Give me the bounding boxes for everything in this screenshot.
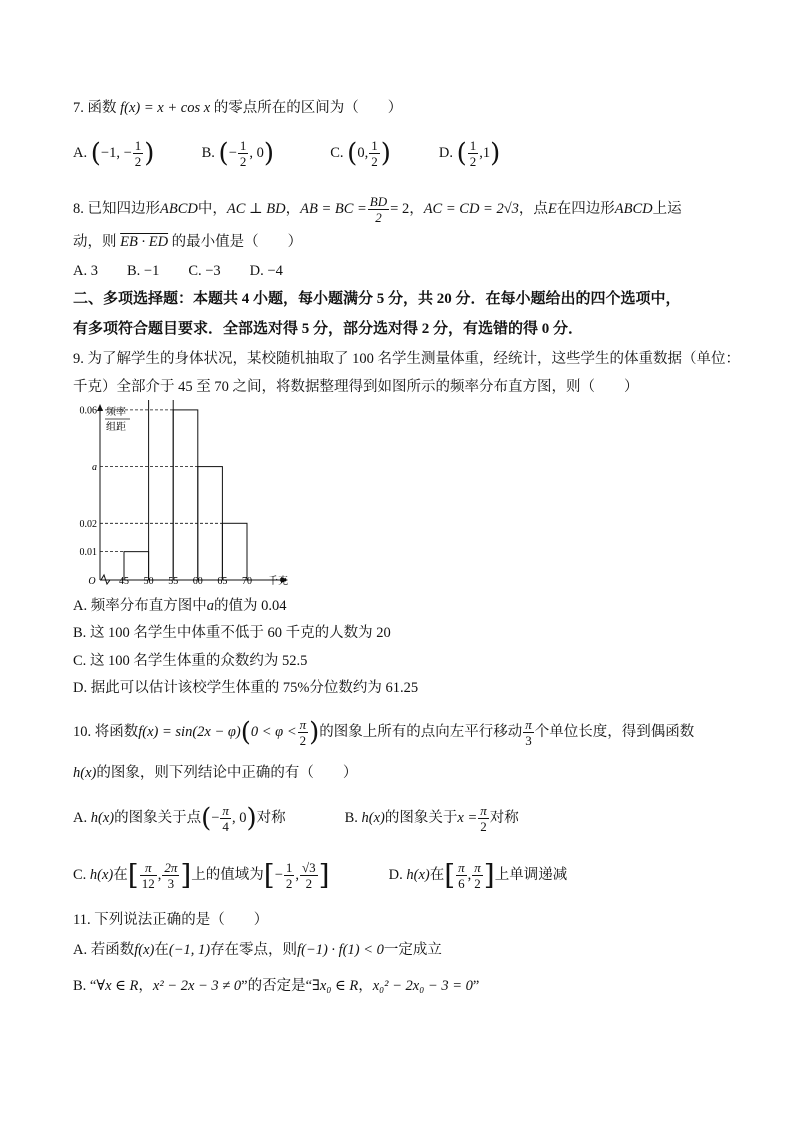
y-tick-label: 0.06: [79, 405, 97, 417]
q10-option-b: B. h(x)的图象关于x = $\frac{\pi}{2}$ 对称: [344, 803, 519, 834]
x-tick-label: 65: [217, 576, 228, 587]
q10-options-ab: [73, 803, 519, 834]
q10-options-cd: [73, 860, 567, 891]
q10-stem-line1: 10. 将函数f(x) = sin(2x − φ)(0 < φ < $\frac{\pi}{2}$ )的图象上所有的点向左平行移动 $\frac{\pi}{3}$ 个单位长度，得到偶函数: [73, 717, 695, 748]
q9-option-c: C. 这 100 名学生体重的众数约为 52.5: [73, 653, 308, 669]
q11-stem: 11. 下列说法正确的是（ ）: [73, 912, 269, 928]
q8-stem-line1: 8. 已知四边形ABCD中，AC ⊥ BD，AB = BC = $\frac{BD}{2}$ = 2，AC = CD = 2√3，点E在四边形ABCD上运: [73, 194, 682, 225]
section2-heading-line2: 有多项符合题目要求．全部选对得 5 分，部分选对得 2 分，有选错的得 0 分．: [73, 321, 584, 337]
x-axis-label: 千克: [268, 576, 288, 587]
x-tick-label: 45: [119, 576, 129, 587]
q9-stem-line1: 9. 为了解学生的身体状况，某校随机抽取了 100 名学生测量体重，经统计，这些学生的体重数据（单位：: [73, 351, 740, 367]
section2-heading-line1: 二、多项选择题：本题共 4 小题，每小题满分 5 分，共 20 分．在每小题给出的四个选项中，: [73, 291, 681, 307]
q8-stem-line2: 动，则 EB · ED 的最小值是（ ）: [73, 234, 303, 250]
x-tick-label: 70: [242, 576, 252, 587]
q7-function: f(x) = x + cos x: [120, 100, 211, 116]
q8-options: A. 3 B. −1 C. −3 D. −4: [73, 263, 283, 279]
q7-option-d: D. ( $\frac{1}{2}$ ,1): [438, 138, 501, 169]
q7-option-c: C. (0, $\frac{1}{2}$ ): [330, 138, 391, 169]
q11-option-a: A. 若函数f(x)在(−1, 1)存在零点，则f(−1) · f(1) < 0一定成立: [73, 942, 442, 958]
x-tick-labels: [119, 576, 252, 587]
q10-option-a: A. h(x)的图象关于点(− $\frac{\pi}{4}$ , 0)对称: [73, 803, 286, 834]
y-tick-label: a: [92, 462, 97, 474]
q7-options: [73, 138, 500, 169]
y-label-top: 频率: [106, 407, 126, 418]
histogram-bar: [222, 523, 247, 580]
q7-stem: [73, 98, 402, 118]
q10-stem-line2: h(x)的图象，则下列结论中正确的有（ ）: [73, 765, 358, 781]
y-tick-label: 0.02: [79, 518, 97, 530]
q10-option-c: C. h(x)在[ $\frac{\pi}{12}$ , $\frac{2\pi}{3}$ ]上的值域为[− $\frac{1}{2}$ , $\frac{√3}{2}$ ]: [73, 858, 330, 892]
histogram-bar: [149, 400, 174, 580]
y-label-bottom: 组距: [106, 422, 126, 433]
y-tick-labels: [80, 400, 98, 558]
q9-stem-line2: 千克）全部介于 45 至 70 之间，将数据整理得到如图所示的频率分布直方图，则（ ）: [73, 379, 639, 395]
histogram-bar: [173, 410, 198, 580]
q11-option-b: B. “∀x ∈ R，x² − 2x − 3 ≠ 0”的否定是“∃x₀ ∈ R，x₀² − 2x₀ − 3 = 0”: [73, 978, 480, 994]
q7-option-a: A. (−1, − $\frac{1}{2}$ ): [73, 138, 155, 169]
q7-option-b: B. (− $\frac{1}{2}$ , 0): [201, 138, 275, 169]
x-tick-label: 50: [143, 576, 154, 587]
q10-option-d: D. h(x)在[ $\frac{\pi}{6}$ , $\frac{\pi}{2}$ ]上单调递减: [388, 858, 568, 892]
q7-prefix: 7. 函数: [73, 100, 117, 116]
x-tick-label: 60: [192, 576, 203, 587]
q9-option-b: B. 这 100 名学生中体重不低于 60 千克的人数为 20: [73, 625, 391, 641]
q7-suffix: 的零点所在的区间为（ ）: [213, 100, 403, 116]
q9-option-a: A. 频率分布直方图中a的值为 0.04: [73, 598, 287, 614]
q8-vector-product: EB · ED: [120, 234, 169, 250]
q9-option-d: D. 据此可以估计该校学生体重的 75%分位数约为 61.25: [73, 680, 419, 696]
y-tick-label: 0.01: [79, 547, 97, 559]
x-tick-label: 55: [168, 576, 179, 587]
histogram-bars: [124, 400, 247, 580]
frequency-histogram: [70, 400, 300, 592]
origin-label: O: [88, 576, 96, 587]
